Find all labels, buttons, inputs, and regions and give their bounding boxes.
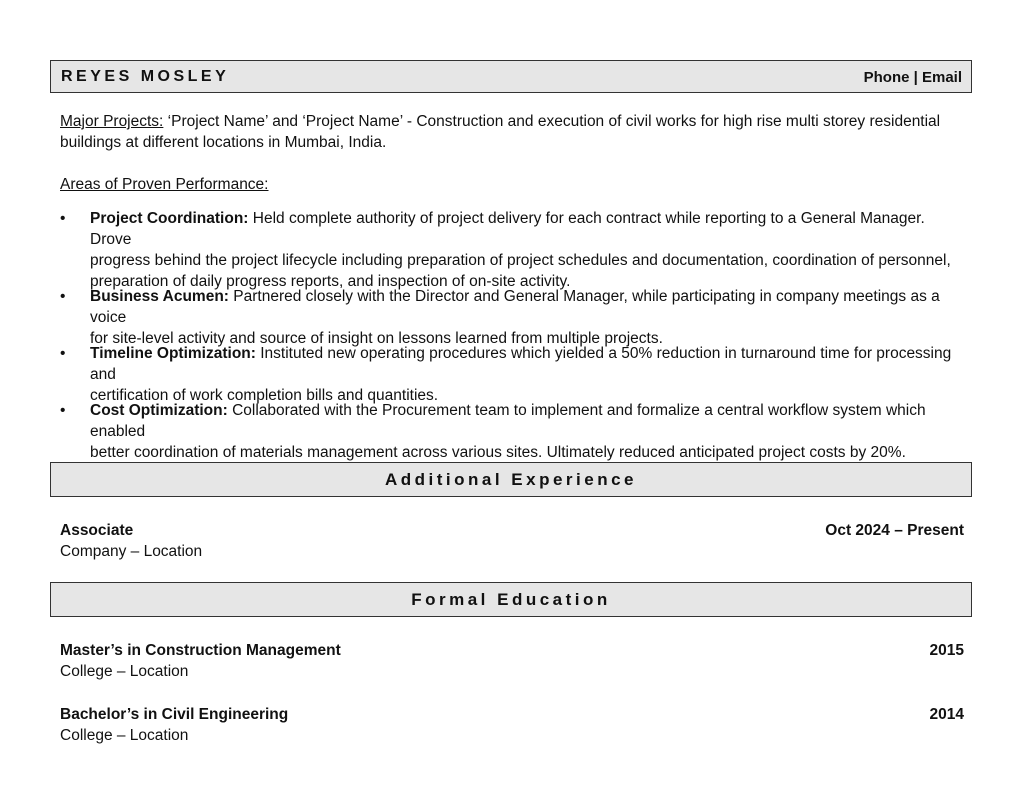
section-header-formal-education	[50, 582, 972, 617]
major-projects-line-1	[60, 111, 940, 132]
section-title: Additional Experience	[384, 470, 638, 489]
bullet-line: better coordination of materials management across various sites. Ultimately reduced anticipated project costs by 20%.	[90, 444, 906, 461]
degree-year: 2014	[929, 706, 964, 723]
bullet-line: preparation of daily progress reports, and inspection of on-site activity.	[90, 273, 571, 290]
bullet-glyph: •	[60, 210, 66, 227]
job-dates: Oct 2024 – Present	[825, 522, 964, 539]
bullet-line: Instituted new operating procedures which yielded a 50% reduction in turnaround time for processing and	[90, 345, 952, 383]
job-title: Associate	[60, 522, 134, 539]
bullet-line: certification of work completion bills and quantities.	[90, 387, 439, 404]
degree-year: 2015	[929, 642, 964, 659]
bullet-line: Collaborated with the Procurement team to implement and formalize a central workflow system which enabled	[90, 402, 926, 440]
bullet-title: Business Acumen:	[90, 288, 229, 305]
bullet-line: Held complete authority of project delivery for each contract while reporting to a General Manager. Drove	[90, 210, 925, 248]
major-projects-text-line-1: ‘Project Name’ and ‘Project Name’ - Construction and execution of civil works for high rise multi storey residential	[163, 113, 941, 130]
section-header-additional-experience	[50, 462, 972, 497]
list-item	[90, 400, 970, 463]
degree-school: College – Location	[60, 663, 189, 680]
list-item	[90, 286, 970, 349]
bullet-title: Project Coordination:	[90, 210, 249, 227]
section-title: Formal Education	[411, 590, 611, 609]
degree-title: Master’s in Construction Management	[60, 642, 341, 659]
degree-title: Bachelor’s in Civil Engineering	[60, 706, 289, 723]
candidate-name: REYES MOSLEY	[61, 68, 230, 85]
resume-header	[50, 60, 972, 93]
major-projects-label: Major Projects:	[60, 113, 164, 130]
list-item	[90, 208, 970, 292]
degree-school: College – Location	[60, 727, 189, 744]
bullet-line: progress behind the project lifecycle including preparation of project schedules and documentation, coordination of personnel,	[90, 252, 951, 269]
bullet-glyph: •	[60, 402, 66, 419]
job-company: Company – Location	[60, 543, 203, 560]
contact-info: Phone | Email	[863, 69, 962, 86]
major-projects-text-line-2: buildings at different locations in Mumbai, India.	[60, 134, 387, 151]
bullet-glyph: •	[60, 288, 66, 305]
bullet-title: Timeline Optimization:	[90, 345, 256, 362]
list-item	[90, 343, 970, 406]
bullet-line: Partnered closely with the Director and General Manager, while participating in company meetings as a voice	[90, 288, 940, 326]
bullet-line: for site-level activity and source of insight on lessons learned from multiple projects.	[90, 330, 663, 347]
bullet-glyph: •	[60, 345, 66, 362]
areas-label: Areas of Proven Performance:	[60, 176, 269, 193]
bullet-title: Cost Optimization:	[90, 402, 228, 419]
